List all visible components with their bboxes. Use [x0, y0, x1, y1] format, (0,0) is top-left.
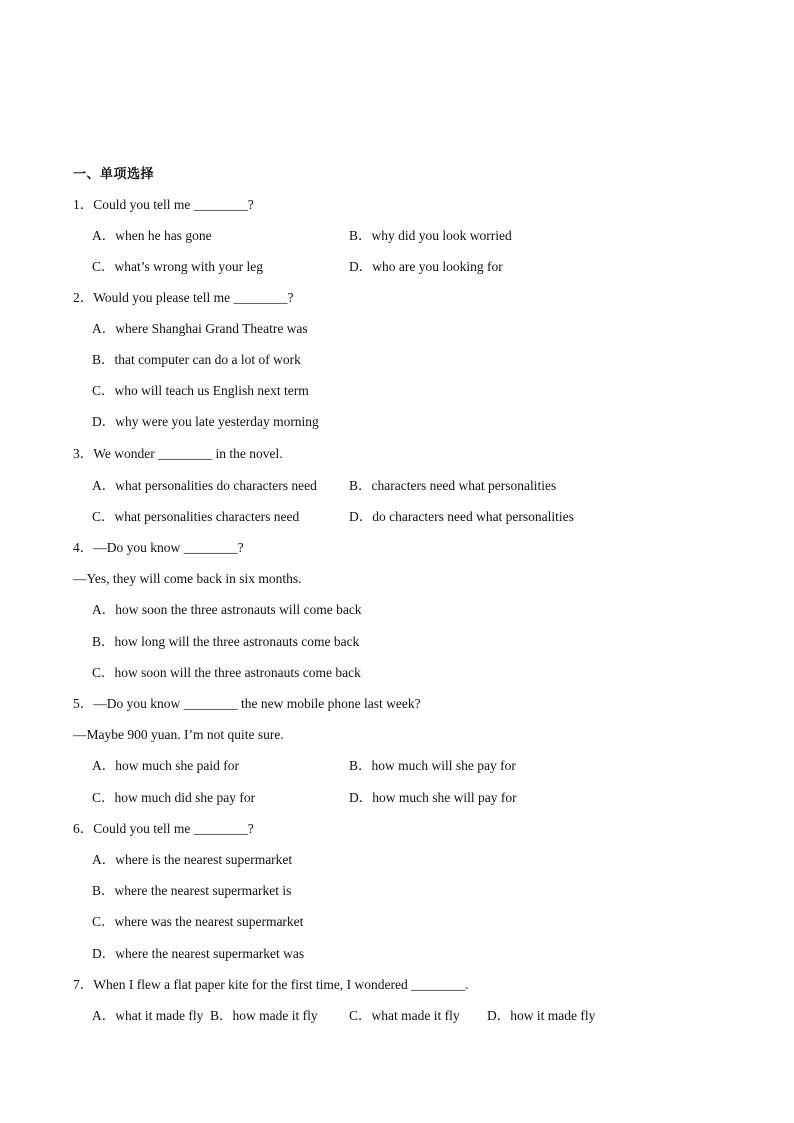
option-7b[interactable]: B．how made it fly [210, 1008, 318, 1023]
option-7c[interactable]: C．what made it fly [349, 1008, 460, 1023]
option-1d[interactable]: D．who are you looking for [349, 259, 503, 274]
option-2d[interactable]: D．why were you late yesterday morning [92, 414, 319, 429]
question-stem-7: 7．When I flew a flat paper kite for the first time, I wondered ________. [73, 977, 469, 992]
option-1b[interactable]: B．why did you look worried [349, 228, 512, 243]
dialogue-answer-4: —Yes, they will come back in six months. [73, 571, 302, 586]
question-stem-2: 2．Would you please tell me ________? [73, 290, 294, 305]
option-1c[interactable]: C．what’s wrong with your leg [92, 259, 263, 274]
option-3b[interactable]: B．characters need what personalities [349, 478, 557, 493]
question-stem-6: 6．Could you tell me ________? [73, 821, 254, 836]
option-2b[interactable]: B．that computer can do a lot of work [92, 352, 301, 367]
option-7d[interactable]: D．how it made fly [487, 1008, 596, 1023]
option-3d[interactable]: D．do characters need what personalities [349, 509, 574, 524]
option-6d[interactable]: D．where the nearest supermarket was [92, 946, 305, 961]
option-2c[interactable]: C．who will teach us English next term [92, 383, 309, 398]
option-7a[interactable]: A．what it made fly [92, 1008, 204, 1023]
option-4a[interactable]: A．how soon the three astronauts will come back [92, 602, 362, 617]
option-6a[interactable]: A．where is the nearest supermarket [92, 852, 293, 867]
option-4c[interactable]: C．how soon will the three astronauts come back [92, 665, 361, 680]
option-3c[interactable]: C．what personalities characters need [92, 509, 300, 524]
question-stem-4: 4．—Do you know ________? [73, 540, 244, 555]
option-4b[interactable]: B．how long will the three astronauts come back [92, 634, 360, 649]
option-5d[interactable]: D．how much she will pay for [349, 790, 517, 805]
question-stem-5: 5．—Do you know ________ the new mobile phone last week? [73, 696, 421, 711]
option-3a[interactable]: A．what personalities do characters need [92, 478, 317, 493]
option-6b[interactable]: B．where the nearest supermarket is [92, 883, 292, 898]
question-stem-3: 3．We wonder ________ in the novel. [73, 446, 283, 461]
question-stem-1: 1．Could you tell me ________? [73, 197, 254, 212]
option-2a[interactable]: A．where Shanghai Grand Theatre was [92, 321, 308, 336]
option-5b[interactable]: B．how much will she pay for [349, 758, 516, 773]
option-6c[interactable]: C．where was the nearest supermarket [92, 914, 304, 929]
option-5a[interactable]: A．how much she paid for [92, 758, 239, 773]
dialogue-answer-5: —Maybe 900 yuan. I’m not quite sure. [73, 727, 284, 742]
option-5c[interactable]: C．how much did she pay for [92, 790, 256, 805]
section-title: 一、单项选择 [73, 167, 155, 182]
option-1a[interactable]: A．when he has gone [92, 228, 212, 243]
